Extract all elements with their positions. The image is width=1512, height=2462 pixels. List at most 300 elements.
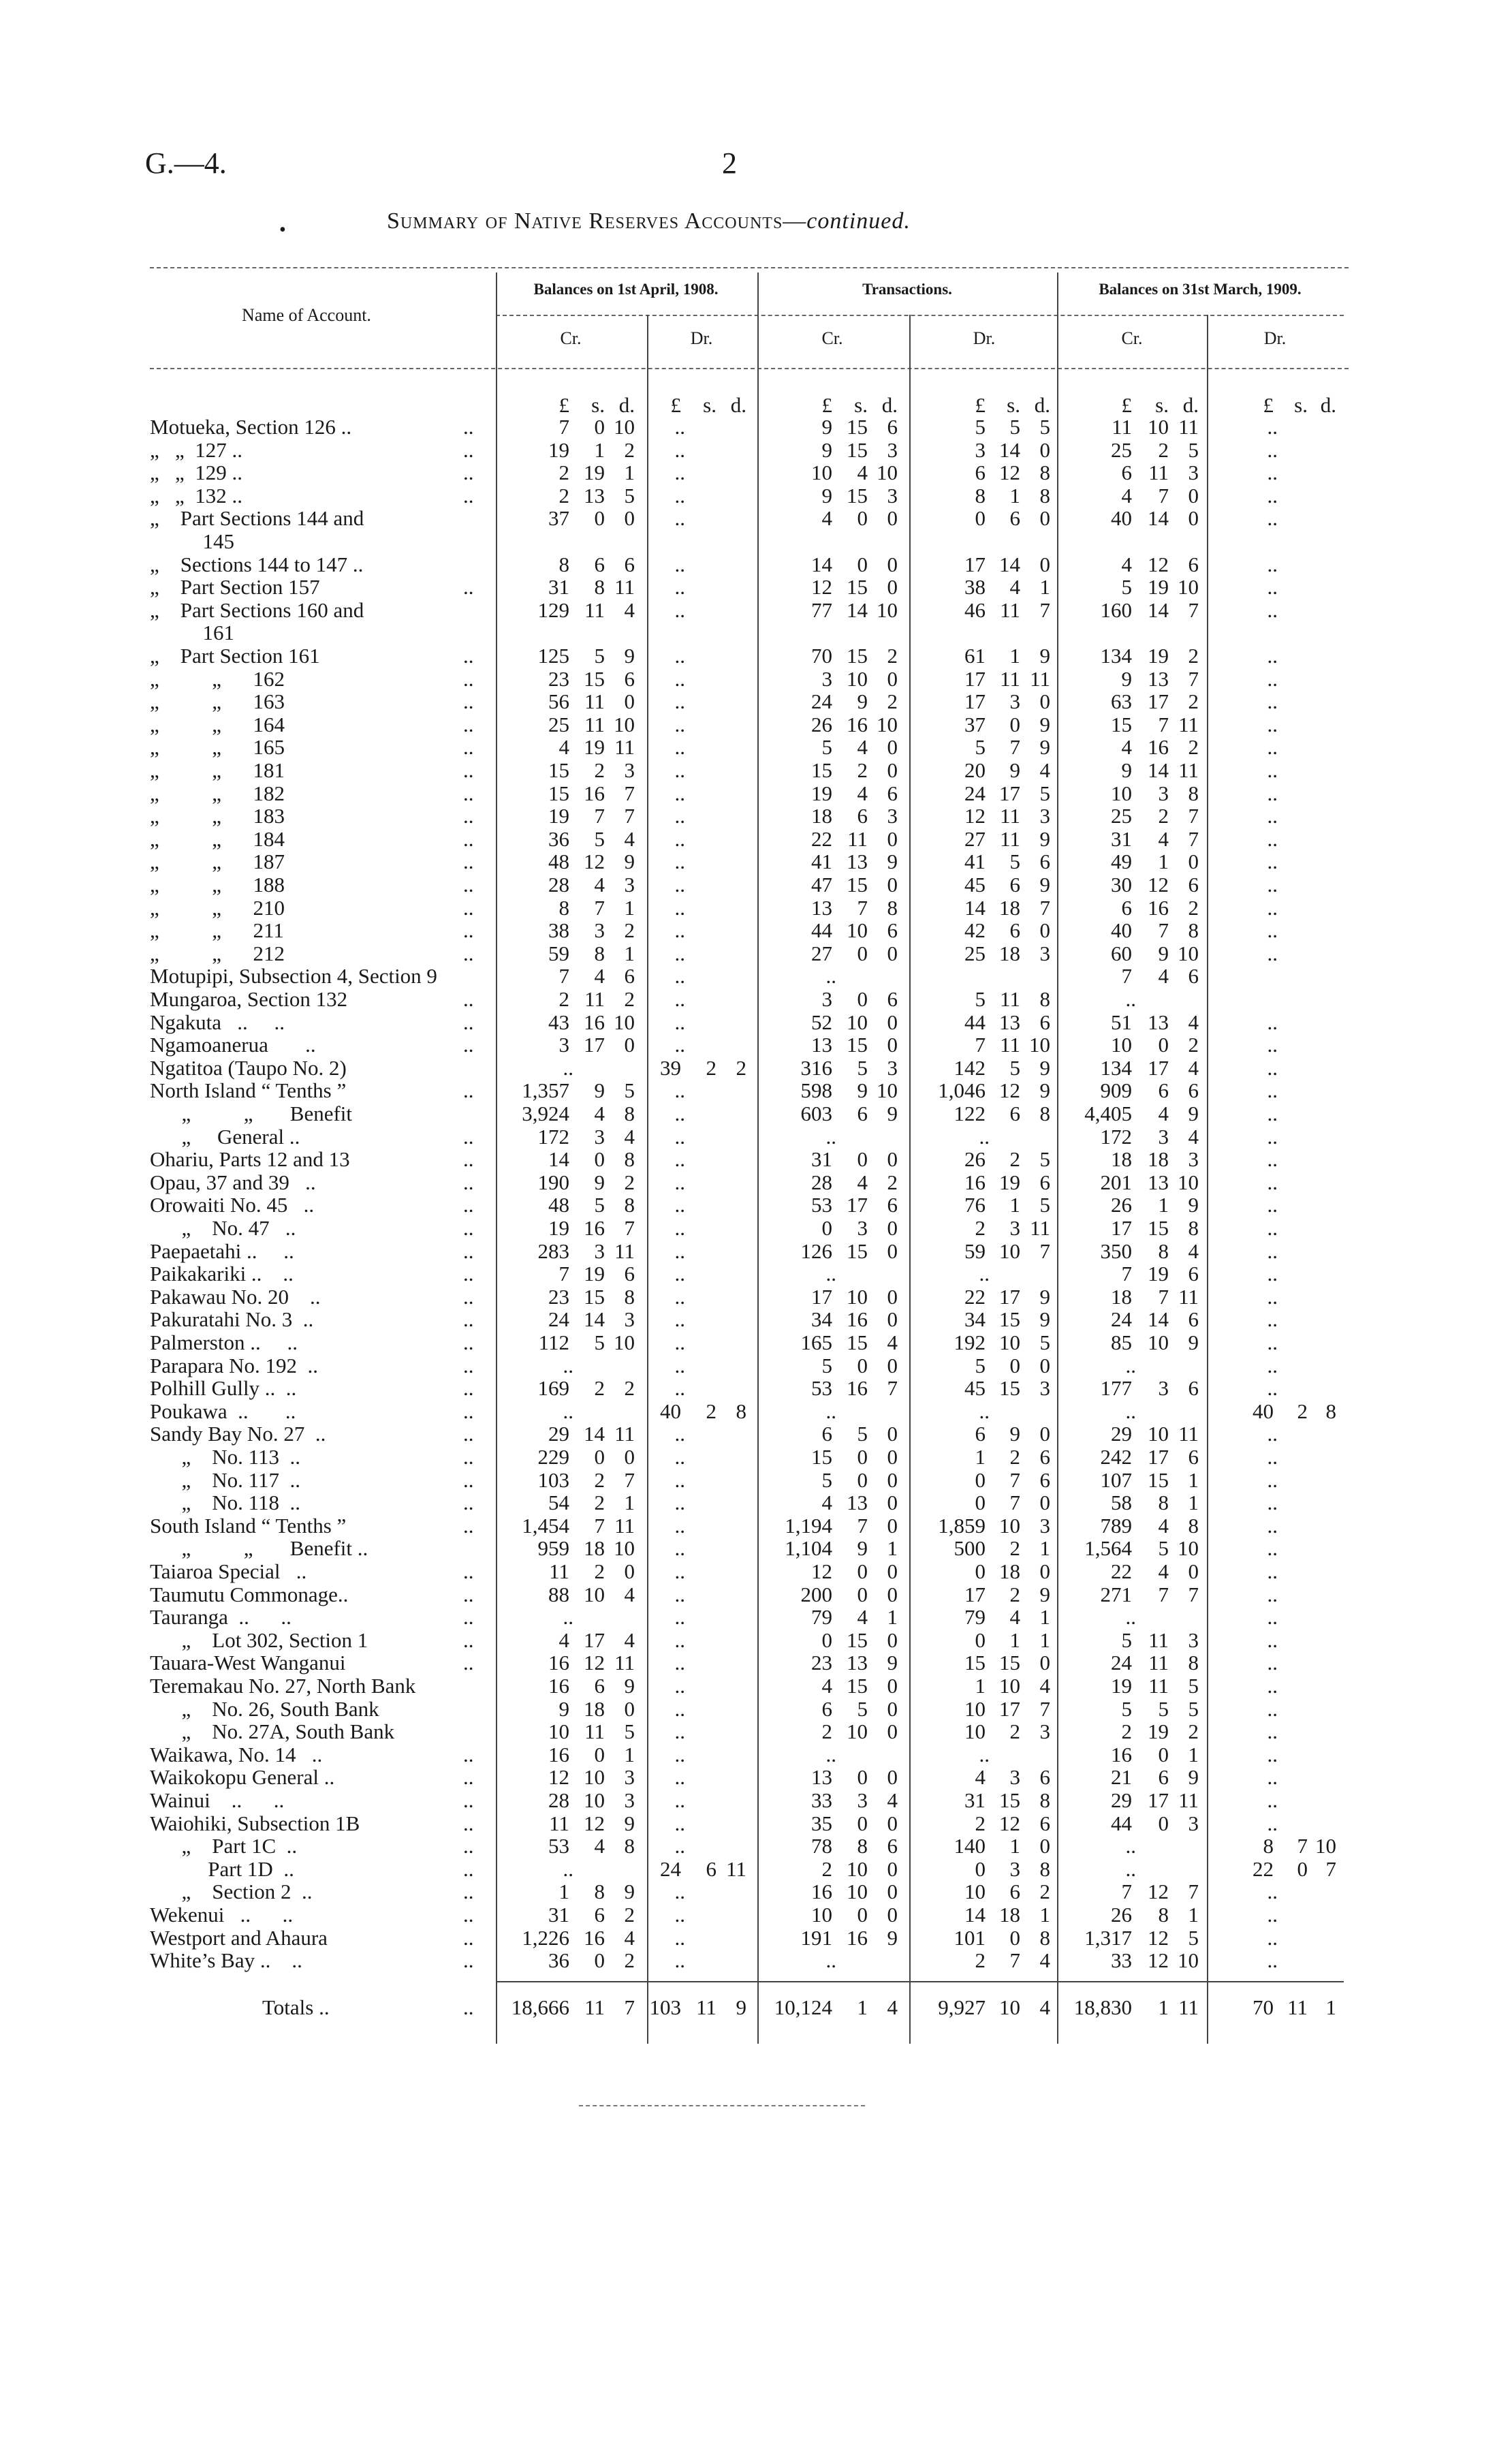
trans-cr-shillings: 8 (857, 1834, 868, 1858)
trans-dr-pounds: 5 (975, 735, 986, 760)
bal-start-cr-shillings: 4 (594, 1102, 605, 1125)
trans-dr-pounds: 0 (975, 1559, 986, 1583)
trans-dr-pence: 4 (1039, 758, 1050, 782)
bal-end-dr-pounds: .. (1267, 1376, 1278, 1401)
trans-cr-pounds: 23 (811, 1651, 832, 1675)
trans-cr-shillings: 4 (857, 735, 868, 760)
trans-dr-pounds: 8 (975, 483, 986, 508)
account-name: „ Part Sections 160 and (150, 597, 364, 622)
bal-end-cr-pounds: 107 (1100, 1467, 1132, 1492)
account-name: „ „ 164 (150, 712, 285, 736)
trans-dr-shillings: 13 (999, 1010, 1020, 1034)
trans-dr-pence: 3 (1039, 1513, 1050, 1538)
bal-end-cr-shillings: 19 (1148, 1719, 1169, 1744)
trans-cr-pounds: 70 (811, 644, 832, 668)
bal-end-cr-pence: 2 (1188, 644, 1199, 668)
bal-start-cr-pence: 8 (624, 1102, 635, 1125)
total-bal-end-dr-pence: 1 (1325, 1995, 1336, 2019)
unit-pound-bal-start-dr: £ (670, 393, 681, 417)
trans-dr-pence: 8 (1039, 483, 1050, 508)
bal-end-dr-pounds: .. (1267, 918, 1278, 943)
total-trans-dr-pence: 4 (1039, 1995, 1050, 2019)
bal-start-cr-pence: 3 (624, 1765, 635, 1790)
bal-start-cr-pounds: 14 (548, 1147, 569, 1172)
trans-cr-pounds: 3 (821, 987, 832, 1011)
trans-dr-pounds: 5 (975, 1353, 986, 1377)
trans-cr-shillings: 0 (857, 1903, 868, 1927)
trans-cr-shillings: 11 (847, 826, 868, 851)
bal-start-dr-pounds: .. (674, 597, 685, 622)
trans-cr-pence: 0 (887, 575, 898, 599)
trans-cr-pence: 0 (887, 1147, 898, 1172)
account-name: Ngatitoa (Taupo No. 2) (150, 1055, 347, 1080)
bal-start-cr-shillings: 15 (584, 1284, 605, 1309)
bal-end-dr-pounds: .. (1267, 597, 1278, 622)
bal-start-cr-pence: 2 (624, 918, 635, 943)
leader-dots: .. (463, 1651, 474, 1675)
bal-end-cr-shillings: 12 (1148, 1925, 1169, 1950)
trans-cr-shillings: 0 (857, 1765, 868, 1790)
bal-start-cr-pence: 4 (624, 597, 635, 622)
trans-dr-pence: 3 (1039, 941, 1050, 965)
bal-end-dr-pence: 10 (1315, 1834, 1336, 1858)
bal-start-cr-pounds: 4 (558, 735, 569, 760)
bal-start-cr-shillings: 0 (594, 1742, 605, 1766)
bal-end-cr-pounds: 5 (1121, 1627, 1132, 1652)
bal-end-dr-pounds: .. (1267, 1536, 1278, 1561)
bal-end-cr-pounds: 201 (1100, 1170, 1132, 1194)
bal-start-cr-pence: 2 (624, 1903, 635, 1927)
leader-dots: .. (463, 1467, 474, 1492)
bal-start-cr-shillings: 1 (594, 437, 605, 462)
bal-end-cr-shillings: 12 (1148, 873, 1169, 897)
trans-cr-pounds: 9 (821, 483, 832, 508)
table-row (0, 988, 1512, 1011)
trans-cr-pounds: 3 (821, 666, 832, 691)
trans-dr-pounds: 17 (964, 666, 986, 691)
trans-cr-shillings: 15 (847, 483, 868, 508)
trans-cr-pence: 0 (887, 1491, 898, 1515)
total-bal-end-dr-shillings: 11 (1287, 1995, 1308, 2019)
table-row (0, 1789, 1512, 1812)
trans-dr-pence: 0 (1039, 689, 1050, 714)
trans-dr-pence: 0 (1039, 1651, 1050, 1675)
trans-cr-pounds: 47 (811, 873, 832, 897)
bal-end-cr-shillings: 10 (1148, 1330, 1169, 1354)
account-name: Mungaroa, Section 132 (150, 987, 348, 1011)
leader-dots: .. (463, 1559, 474, 1583)
bal-end-cr-pounds: 134 (1100, 644, 1132, 668)
bal-start-cr-shillings: 10 (584, 1788, 605, 1812)
trans-dr-shillings: 7 (1009, 1948, 1020, 1973)
trans-dr-pence: 9 (1039, 873, 1050, 897)
trans-dr-pence: 9 (1039, 644, 1050, 668)
bal-end-cr-pence: 6 (1188, 1376, 1199, 1401)
trans-cr-pounds: 28 (811, 1170, 832, 1194)
bal-start-dr-pounds: .. (674, 1651, 685, 1675)
unit-shilling-bal-end-dr: s. (1294, 393, 1308, 417)
bal-end-dr-pounds: .. (1267, 1170, 1278, 1194)
account-name: Parapara No. 192 .. (150, 1353, 319, 1377)
trans-dr-pounds: 10 (964, 1696, 986, 1721)
trans-dr-shillings: 11 (1000, 666, 1020, 691)
trans-cr-pounds: .. (825, 1948, 836, 1973)
bal-end-cr-shillings: 11 (1148, 1627, 1169, 1652)
trans-cr-shillings: 15 (847, 1238, 868, 1263)
title-text: Summary of Native Reserves Accounts— (387, 208, 807, 234)
trans-cr-pounds: 15 (811, 1445, 832, 1469)
bal-end-cr-shillings: 12 (1148, 1880, 1169, 1904)
trans-dr-shillings: 6 (1009, 1880, 1020, 1904)
bal-start-dr-pounds: .. (674, 552, 685, 576)
bal-end-cr-shillings: 8 (1158, 1238, 1169, 1263)
trans-dr-shillings: 11 (1000, 987, 1020, 1011)
bal-start-dr-pounds: .. (674, 941, 685, 965)
bal-start-cr-pence: 9 (624, 1880, 635, 1904)
bal-start-dr-pounds: .. (674, 437, 685, 462)
table-row (0, 690, 1512, 713)
trans-dr-pence: 9 (1039, 1055, 1050, 1080)
bal-start-dr-pounds: .. (674, 1307, 685, 1332)
trans-dr-pounds: 1,046 (938, 1078, 986, 1103)
bal-end-cr-pounds: 18 (1111, 1284, 1132, 1309)
trans-cr-pounds: 200 (800, 1582, 832, 1606)
bal-start-cr-pounds: 2 (558, 461, 569, 485)
bal-end-dr-shillings: 0 (1297, 1856, 1308, 1881)
account-name: „ „ 181 (150, 758, 285, 782)
bal-end-cr-shillings: 13 (1148, 1010, 1169, 1034)
bal-end-cr-shillings: 0 (1158, 1742, 1169, 1766)
bal-start-dr-pounds: .. (674, 1147, 685, 1172)
total-bal-end-cr-shillings: 1 (1158, 1995, 1169, 2019)
header-transactions: Transactions. (862, 281, 952, 298)
trans-cr-pence: 10 (877, 597, 898, 622)
trans-cr-shillings: 9 (857, 689, 868, 714)
table-row (0, 1537, 1512, 1560)
trans-cr-pounds: 16 (811, 1880, 832, 1904)
trans-dr-pence: 1 (1039, 1903, 1050, 1927)
table-row (0, 530, 1512, 553)
bal-start-cr-pence: 9 (624, 1674, 635, 1698)
trans-cr-shillings: 0 (857, 987, 868, 1011)
table-row (0, 1651, 1512, 1674)
trans-cr-shillings: 10 (847, 1880, 868, 1904)
trans-dr-shillings: 1 (1009, 1834, 1020, 1858)
bal-start-cr-shillings: 8 (594, 575, 605, 599)
bal-end-cr-pence: 5 (1188, 1925, 1199, 1950)
bal-end-cr-pence: 2 (1188, 895, 1199, 920)
bal-end-dr-pounds: .. (1267, 1742, 1278, 1766)
trans-cr-pence: 2 (887, 689, 898, 714)
leader-dots: .. (463, 758, 474, 782)
bal-end-cr-shillings: 16 (1148, 895, 1169, 920)
trans-cr-shillings: 0 (857, 506, 868, 531)
bal-start-dr-pounds: .. (674, 1582, 685, 1606)
bal-end-cr-shillings: 8 (1158, 1491, 1169, 1515)
bal-end-dr-pounds: .. (1267, 1102, 1278, 1125)
trans-cr-shillings: 0 (857, 1353, 868, 1377)
bal-start-cr-pounds: 16 (548, 1742, 569, 1766)
bal-start-cr-pence: 4 (624, 1582, 635, 1606)
trans-cr-pounds: 13 (811, 895, 832, 920)
bal-start-cr-pounds: 16 (548, 1674, 569, 1698)
table-row (0, 668, 1512, 691)
bal-start-dr-pounds: .. (674, 1811, 685, 1835)
bal-start-dr-pounds: .. (674, 1674, 685, 1698)
bal-start-cr-shillings: 9 (594, 1170, 605, 1194)
trans-cr-pence: 6 (887, 1193, 898, 1217)
table-row (0, 576, 1512, 599)
bal-start-cr-shillings: 17 (584, 1033, 605, 1057)
trans-dr-shillings: 15 (999, 1307, 1020, 1332)
bal-end-cr-pounds: 6 (1121, 461, 1132, 485)
table-row (0, 1858, 1512, 1881)
trans-cr-shillings: 5 (857, 1422, 868, 1446)
trans-dr-shillings: 3 (1009, 689, 1020, 714)
trans-dr-pence: 6 (1039, 1010, 1050, 1034)
bal-start-cr-pounds: 7 (558, 964, 569, 988)
trans-cr-pounds: 10 (811, 1903, 832, 1927)
trans-cr-shillings: 15 (847, 644, 868, 668)
bal-end-cr-shillings: 17 (1148, 1055, 1169, 1080)
trans-cr-pounds: 191 (800, 1925, 832, 1950)
trans-cr-pounds: 5 (821, 1467, 832, 1492)
bal-end-dr-pounds: .. (1267, 666, 1278, 691)
total-bal-start-dr-pence: 9 (736, 1995, 746, 2019)
bal-start-cr-shillings: 0 (594, 1445, 605, 1469)
bal-start-cr-shillings: 6 (594, 552, 605, 576)
trans-dr-pounds: 142 (954, 1055, 986, 1080)
trans-dr-shillings: 1 (1009, 1193, 1020, 1217)
bal-end-dr-shillings: 7 (1297, 1834, 1308, 1858)
leader-dots: .. (463, 1765, 474, 1790)
trans-dr-shillings: 0 (1009, 1353, 1020, 1377)
trans-cr-shillings: 16 (847, 1307, 868, 1332)
trans-cr-pence: 0 (887, 1582, 898, 1606)
bal-start-cr-pounds: 36 (548, 826, 569, 851)
bal-start-cr-shillings: 8 (594, 1880, 605, 1904)
bal-start-dr-pounds: .. (674, 826, 685, 851)
bal-start-dr-pounds: .. (674, 1238, 685, 1263)
trans-dr-shillings: 14 (999, 552, 1020, 576)
trans-dr-pence: 11 (1030, 666, 1050, 691)
bal-start-dr-pence: 2 (736, 1055, 746, 1080)
bal-start-cr-pounds: 23 (548, 666, 569, 691)
bal-end-cr-pounds: 7 (1121, 964, 1132, 988)
trans-dr-shillings: 15 (999, 1376, 1020, 1401)
leader-dots: .. (463, 666, 474, 691)
bal-end-cr-shillings: 3 (1158, 781, 1169, 805)
bal-start-cr-shillings: 5 (594, 1330, 605, 1354)
trans-dr-pounds: 1 (975, 1445, 986, 1469)
bal-end-cr-shillings: 19 (1148, 1262, 1169, 1286)
table-row (0, 1949, 1512, 1972)
trans-cr-pence: 0 (887, 1856, 898, 1881)
bal-start-cr-pounds: 37 (548, 506, 569, 531)
table-row (0, 1514, 1512, 1538)
trans-cr-pence: 0 (887, 826, 898, 851)
trans-dr-pence: 3 (1039, 1376, 1050, 1401)
table-row (0, 965, 1512, 988)
trans-dr-pence: 1 (1039, 1605, 1050, 1630)
bal-end-cr-pounds: 7 (1121, 1880, 1132, 1904)
account-name: „ „ 183 (150, 804, 285, 828)
trans-cr-pence: 4 (887, 1788, 898, 1812)
bal-end-dr-pounds: .. (1267, 1262, 1278, 1286)
trans-dr-shillings: 3 (1009, 1216, 1020, 1240)
trans-cr-pounds: 1,194 (785, 1513, 832, 1538)
unit-shilling-bal-start-dr: s. (703, 393, 716, 417)
bal-end-dr-pounds: .. (1267, 575, 1278, 599)
trans-dr-pence: 0 (1039, 1422, 1050, 1446)
unit-pence-bal-end-cr: d. (1182, 393, 1199, 417)
trans-dr-pounds: 59 (964, 1238, 986, 1263)
trans-cr-pence: 6 (887, 918, 898, 943)
leader-dots: .. (463, 1582, 474, 1606)
trans-dr-shillings: 18 (999, 1559, 1020, 1583)
bal-start-cr-shillings: 7 (594, 804, 605, 828)
trans-cr-shillings: 16 (847, 712, 868, 736)
bal-end-dr-pounds: .. (1267, 1491, 1278, 1515)
leader-dots: .. (463, 644, 474, 668)
bal-end-cr-pounds: 5 (1121, 575, 1132, 599)
bal-start-cr-pounds: 959 (537, 1536, 569, 1561)
bal-end-cr-pounds: 177 (1100, 1376, 1132, 1401)
header-mid-rule (496, 315, 1344, 316)
bal-end-cr-shillings: 12 (1148, 1948, 1169, 1973)
trans-cr-pounds: 27 (811, 941, 832, 965)
bal-start-cr-shillings: 6 (594, 1903, 605, 1927)
trans-dr-pence: 5 (1039, 1147, 1050, 1172)
trans-dr-shillings: 4 (1009, 575, 1020, 599)
trans-cr-pence: 0 (887, 1880, 898, 1904)
bal-end-cr-pounds: 22 (1111, 1559, 1132, 1583)
bal-end-dr-pounds: .. (1267, 552, 1278, 576)
trans-dr-pence: 4 (1039, 1948, 1050, 1973)
trans-cr-pence: 0 (887, 1353, 898, 1377)
bal-start-cr-pounds: 43 (548, 1010, 569, 1034)
bal-end-cr-shillings: 19 (1148, 575, 1169, 599)
bal-end-cr-pence: 3 (1188, 461, 1199, 485)
bal-end-cr-pounds: 10 (1111, 1033, 1132, 1057)
bal-end-cr-shillings: 6 (1158, 1078, 1169, 1103)
bal-end-dr-pounds: .. (1267, 644, 1278, 668)
trans-cr-shillings: 3 (857, 1788, 868, 1812)
bal-start-cr-pounds: .. (563, 1605, 573, 1630)
bal-end-cr-pounds: 4 (1121, 552, 1132, 576)
trans-dr-pounds: 10 (964, 1719, 986, 1744)
trans-cr-pence: 0 (887, 1307, 898, 1332)
trans-dr-pounds: 76 (964, 1193, 986, 1217)
trans-cr-pence: 10 (877, 712, 898, 736)
trans-dr-pounds: 5 (975, 415, 986, 439)
trans-cr-pence: 3 (887, 483, 898, 508)
bal-end-cr-shillings: 10 (1148, 1422, 1169, 1446)
bal-start-cr-pounds: 54 (548, 1491, 569, 1515)
trans-cr-shillings: 0 (857, 941, 868, 965)
table-row (0, 1720, 1512, 1743)
bal-start-cr-pounds: 31 (548, 575, 569, 599)
bal-start-dr-pounds: .. (674, 1010, 685, 1034)
bal-end-cr-shillings: 5 (1158, 1696, 1169, 1721)
table-row (0, 1743, 1512, 1766)
bal-end-cr-pence: 1 (1188, 1742, 1199, 1766)
bal-start-cr-pounds: 229 (537, 1445, 569, 1469)
bal-start-cr-shillings: 14 (584, 1307, 605, 1332)
bal-end-cr-shillings: 11 (1148, 461, 1169, 485)
totals-label: Totals .. (262, 1995, 330, 2019)
leader-dots: .. (463, 804, 474, 828)
table-row (0, 1354, 1512, 1377)
bal-end-dr-pounds: .. (1267, 1010, 1278, 1034)
leader-dots: .. (463, 735, 474, 760)
trans-dr-pounds: 17 (964, 689, 986, 714)
bal-end-cr-shillings: 13 (1148, 666, 1169, 691)
trans-cr-pence: 0 (887, 1559, 898, 1583)
bal-end-cr-shillings: 15 (1148, 1216, 1169, 1240)
bal-start-cr-pounds: 15 (548, 781, 569, 805)
trans-dr-shillings: 2 (1009, 1536, 1020, 1561)
account-name: Tauranga .. .. (150, 1605, 292, 1630)
trans-cr-pounds: .. (825, 1399, 836, 1423)
bal-end-cr-pounds: 134 (1100, 1055, 1132, 1080)
header-balances-end: Balances on 31st March, 1909. (1099, 281, 1302, 298)
trans-dr-shillings: 2 (1009, 1582, 1020, 1606)
bal-start-cr-pence: 6 (624, 552, 635, 576)
bal-end-cr-pounds: 40 (1111, 506, 1132, 531)
bal-end-dr-pounds: .. (1267, 850, 1278, 874)
bal-start-dr-pounds: .. (674, 1467, 685, 1492)
bal-end-cr-pounds: 350 (1100, 1238, 1132, 1263)
account-name: Pakawau No. 20 .. (150, 1284, 321, 1309)
title-suffix: continued. (806, 208, 911, 234)
trans-cr-pence: 7 (887, 1376, 898, 1401)
unit-pound-trans-dr: £ (975, 393, 986, 417)
trans-cr-pounds: 79 (811, 1605, 832, 1630)
account-name: „ Lot 302, Section 1 (150, 1627, 368, 1652)
trans-cr-shillings: 15 (847, 1330, 868, 1354)
unit-pound-bal-end-dr: £ (1263, 393, 1274, 417)
bal-end-cr-pence: 7 (1188, 1880, 1199, 1904)
trans-cr-pence: 0 (887, 1696, 898, 1721)
bal-start-cr-pounds: 1,226 (522, 1925, 569, 1950)
leader-dots: .. (463, 873, 474, 897)
trans-cr-shillings: 3 (857, 1216, 868, 1240)
bal-end-cr-pounds: 789 (1100, 1513, 1132, 1538)
trans-dr-pounds: 5 (975, 987, 986, 1011)
trans-dr-pence: 9 (1039, 712, 1050, 736)
leader-dots: .. (463, 1376, 474, 1401)
leader-dots: .. (463, 712, 474, 736)
trans-dr-shillings: 7 (1009, 735, 1020, 760)
trans-dr-pounds: 122 (954, 1102, 986, 1125)
bal-end-cr-pence: 10 (1178, 575, 1199, 599)
trans-cr-shillings: 10 (847, 1284, 868, 1309)
bal-start-dr-pounds: .. (674, 1445, 685, 1469)
bal-start-cr-pence: 6 (624, 666, 635, 691)
bal-end-cr-pounds: 49 (1111, 850, 1132, 874)
bal-end-cr-shillings: 7 (1158, 918, 1169, 943)
bal-start-dr-pounds: .. (674, 1491, 685, 1515)
trans-cr-shillings: 4 (857, 1605, 868, 1630)
bal-start-cr-pence: 10 (614, 1010, 635, 1034)
bal-start-cr-pence: 2 (624, 1948, 635, 1973)
leader-dots: .. (463, 689, 474, 714)
bal-end-cr-pence: 5 (1188, 437, 1199, 462)
bal-end-cr-pounds: .. (1125, 1605, 1136, 1630)
account-name: „ „ 162 (150, 666, 285, 691)
leader-dots: .. (463, 1925, 474, 1950)
